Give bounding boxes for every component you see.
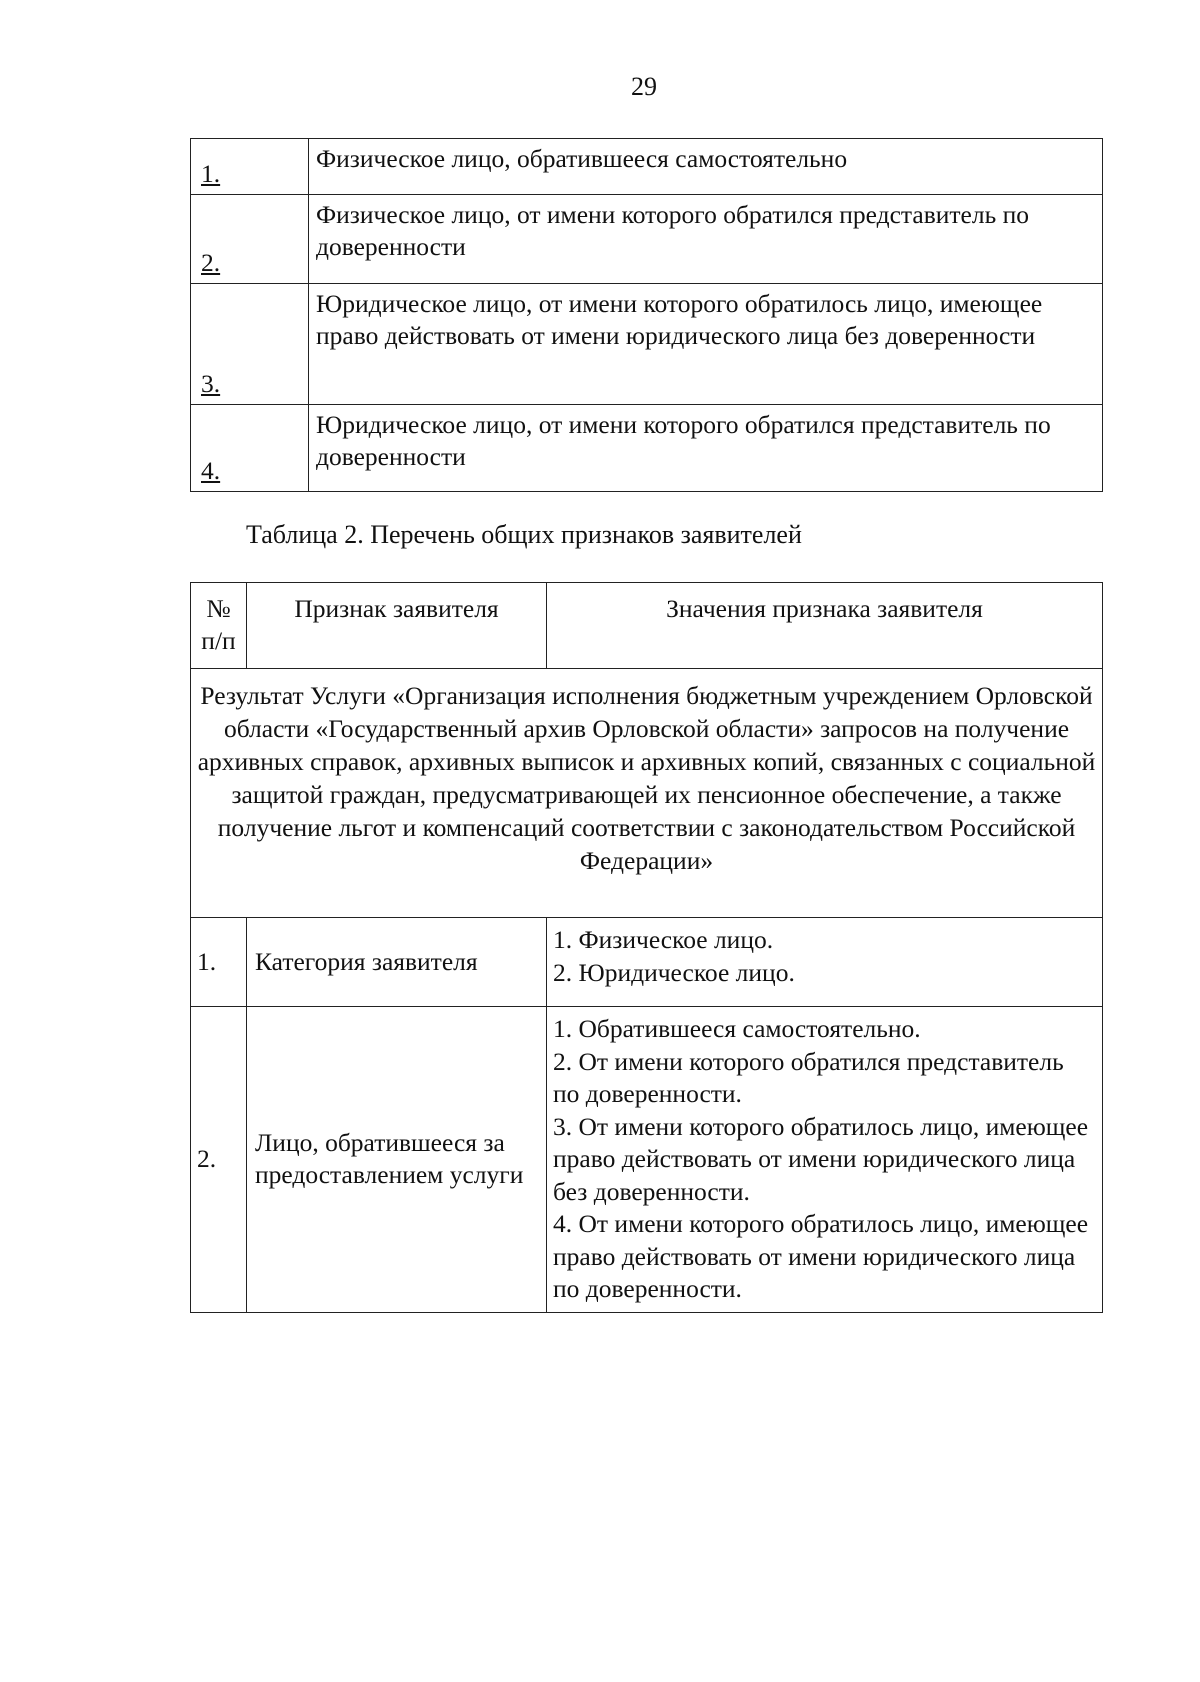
row-number: 3. — [201, 369, 221, 398]
result-row — [191, 669, 1103, 918]
value-item: 4. От имени которого обратилось лицо, имеющее право действовать от имени юридического лица по доверенности. — [553, 1209, 1089, 1303]
applicant-features-table — [190, 582, 1103, 1313]
feature-values — [547, 918, 1103, 1007]
value-item: 1. Обратившееся самостоятельно. — [553, 1014, 921, 1043]
feature-name: Лицо, обратившееся за предоставлением услуги — [247, 1007, 547, 1313]
value-item: 3. От имени которого обратилось лицо, имеющее право действовать от имени юридического лица без доверенности. — [553, 1111, 1089, 1206]
value-item: 2. От имени которого обратился представитель по доверенности. — [553, 1046, 1064, 1108]
applicant-variants-table — [190, 138, 1103, 492]
header-num: № п/п — [191, 583, 247, 669]
row-number: 2. — [201, 248, 221, 277]
row-text-cell: Юридическое лицо, от имени которого обратился представитель по доверенности — [309, 405, 1103, 492]
header-values: Значения признака заявителя — [547, 583, 1103, 669]
feature-values — [547, 1007, 1103, 1313]
row-number: 4. — [201, 456, 221, 485]
table-row — [191, 1007, 1103, 1313]
service-result: Результат Услуги «Организация исполнения бюджетным учреждением Орловской области «Государственный архив Орловской области» запросов на получение архивных справок, архивных выписок и архивных копий, связанных с социальной защитой граждан, предусматривающей их пенсионное обеспечение, а также получение льгот и компенсаций соответствии с законодательством Российской Федерации» — [191, 669, 1103, 918]
row-number: 2. — [191, 1007, 247, 1313]
table-row — [191, 284, 1103, 405]
feature-name: Категория заявителя — [247, 918, 547, 1007]
table-row — [191, 918, 1103, 1007]
table-row — [191, 195, 1103, 284]
row-text-cell: Физическое лицо, обратившееся самостоятельно — [309, 139, 1103, 195]
table-row — [191, 139, 1103, 195]
page-number: 29 — [631, 72, 657, 101]
header-row — [191, 583, 1103, 669]
row-number-cell — [191, 284, 309, 405]
row-number: 1. — [191, 918, 247, 1007]
value-item: 2. Юридическое лицо. — [553, 957, 795, 987]
value-item: 1. Физическое лицо. — [553, 925, 774, 954]
row-number-cell — [191, 139, 309, 195]
row-text-cell: Юридическое лицо, от имени которого обратилось лицо, имеющее право действовать от имени юридического лица без доверенности — [309, 284, 1103, 405]
row-number-cell — [191, 405, 309, 492]
table2-caption: Таблица 2. Перечень общих признаков заявителей — [246, 520, 802, 549]
header-feature: Признак заявителя — [247, 583, 547, 669]
row-number: 1. — [201, 159, 221, 188]
row-number-cell — [191, 195, 309, 284]
table-row — [191, 405, 1103, 492]
row-text-cell: Физическое лицо, от имени которого обратился представитель по доверенности — [309, 195, 1103, 284]
